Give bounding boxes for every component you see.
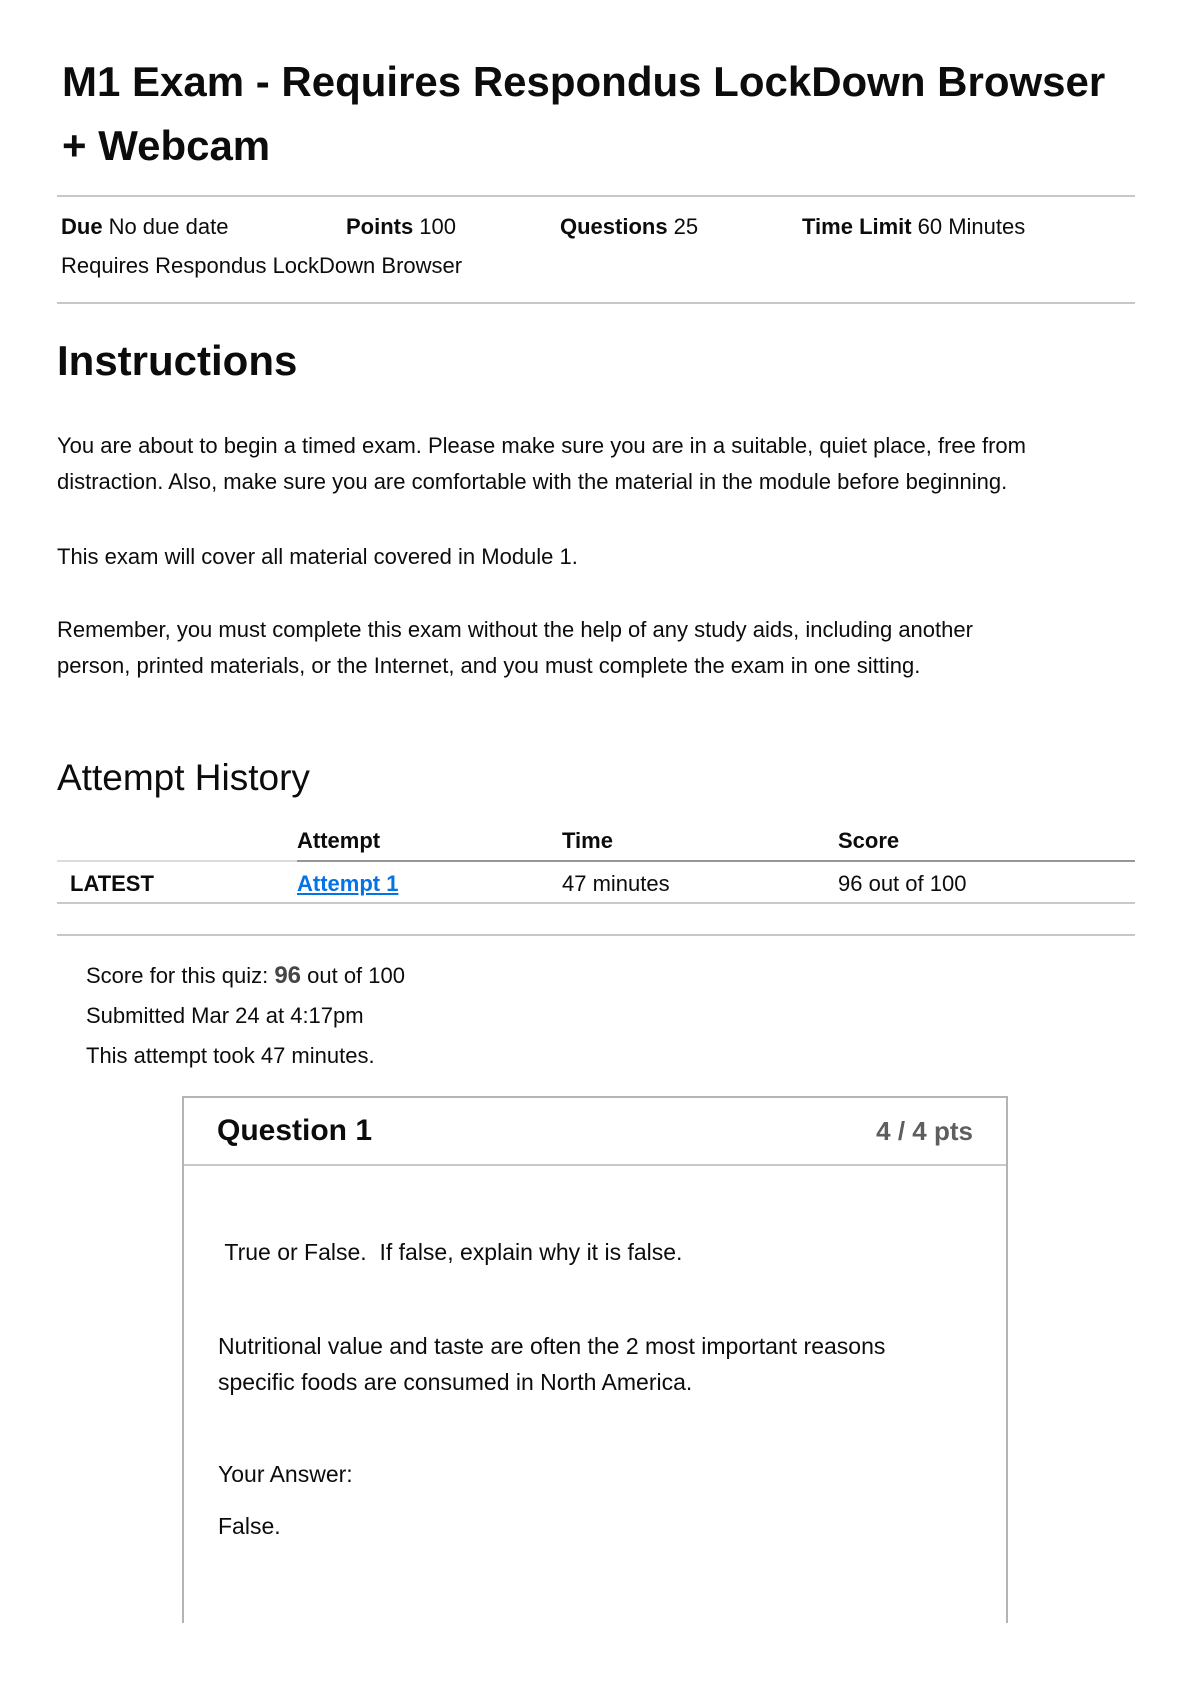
meta-questions xyxy=(560,212,802,242)
attempt-history-col-time: Time xyxy=(562,826,838,862)
lockdown-requirement-note: Requires Respondus LockDown Browser xyxy=(61,253,463,278)
meta-points-value: 100 xyxy=(419,214,456,239)
instructions-paragraph-1 xyxy=(57,428,1135,500)
instructions-heading: Instructions xyxy=(57,337,298,384)
meta-points xyxy=(346,212,560,242)
meta-due xyxy=(61,212,346,242)
attempt-row-time-cell: 47 minutes xyxy=(562,862,838,904)
attempt-history-col-attempt: Attempt xyxy=(297,826,562,862)
meta-time-limit-value: 60 Minutes xyxy=(917,214,1026,239)
attempt-duration: This attempt took 47 minutes. xyxy=(86,1043,375,1068)
question-prompt: True or False. If false, explain why it is false. xyxy=(218,1239,683,1265)
question-1-header xyxy=(184,1098,1006,1166)
question-1-title: Question 1 xyxy=(217,1114,373,1147)
submitted-timestamp: Submitted Mar 24 at 4:17pm xyxy=(86,1003,364,1028)
divider-under-table xyxy=(57,934,1135,936)
meta-due-value: No due date xyxy=(108,214,229,239)
instructions-paragraph-2: This exam will cover all material covered in Module 1. xyxy=(57,544,578,569)
meta-questions-label: Questions xyxy=(560,214,668,239)
paragraph-line: person, printed materials, or the Internet, and you must complete the exam in one sitting. xyxy=(57,653,921,678)
score-prefix: Score for this quiz: xyxy=(86,963,275,988)
page-title-line1: M1 Exam - Requires Respondus LockDown Browser xyxy=(62,58,1106,105)
divider-under-meta xyxy=(57,302,1135,304)
question-statement xyxy=(218,1328,972,1400)
meta-questions-value: 25 xyxy=(673,214,699,239)
attempt-history-heading: Attempt History xyxy=(57,757,310,798)
page-title-line2: + Webcam xyxy=(62,122,271,169)
instructions-paragraph-3 xyxy=(57,612,1135,684)
paragraph-line: distraction. Also, make sure you are comfortable with the material in the module before beginning. xyxy=(57,469,1008,494)
paragraph-line: You are about to begin a timed exam. Please make sure you are in a suitable, quiet place, free from xyxy=(57,433,1026,458)
attempt-row-latest-badge: LATEST xyxy=(57,862,297,904)
meta-due-label: Due xyxy=(61,214,103,239)
question-1-card xyxy=(182,1096,1008,1623)
student-answer: False. xyxy=(218,1513,281,1539)
attempt-1-link[interactable]: Attempt 1 xyxy=(297,871,399,896)
paragraph-line: Remember, you must complete this exam without the help of any study aids, including another xyxy=(57,617,973,642)
question-1-body xyxy=(184,1166,1006,1544)
quiz-result-summary xyxy=(86,961,1135,1071)
attempt-row-score-cell: 96 out of 100 xyxy=(838,862,1135,904)
quiz-meta-row xyxy=(61,212,1135,242)
question-1-points: 4 / 4 pts xyxy=(876,1115,973,1146)
meta-points-label: Points xyxy=(346,214,414,239)
attempt-row-attempt-cell xyxy=(297,862,562,904)
score-value: 96 xyxy=(274,962,302,989)
meta-time-limit xyxy=(802,212,1025,242)
attempt-history-col-score: Score xyxy=(838,826,1135,862)
your-answer-label: Your Answer: xyxy=(218,1461,353,1487)
statement-line: specific foods are consumed in North America. xyxy=(218,1369,693,1395)
divider-under-title xyxy=(57,195,1135,197)
page-title xyxy=(62,50,1135,178)
meta-time-limit-label: Time Limit xyxy=(802,214,912,239)
attempt-history-table xyxy=(57,826,1135,904)
attempt-history-col-rowlabel xyxy=(57,826,297,862)
statement-line: Nutritional value and taste are often the 2 most important reasons xyxy=(218,1333,886,1359)
score-suffix: out of 100 xyxy=(301,963,405,988)
quiz-score-line xyxy=(86,961,1135,991)
